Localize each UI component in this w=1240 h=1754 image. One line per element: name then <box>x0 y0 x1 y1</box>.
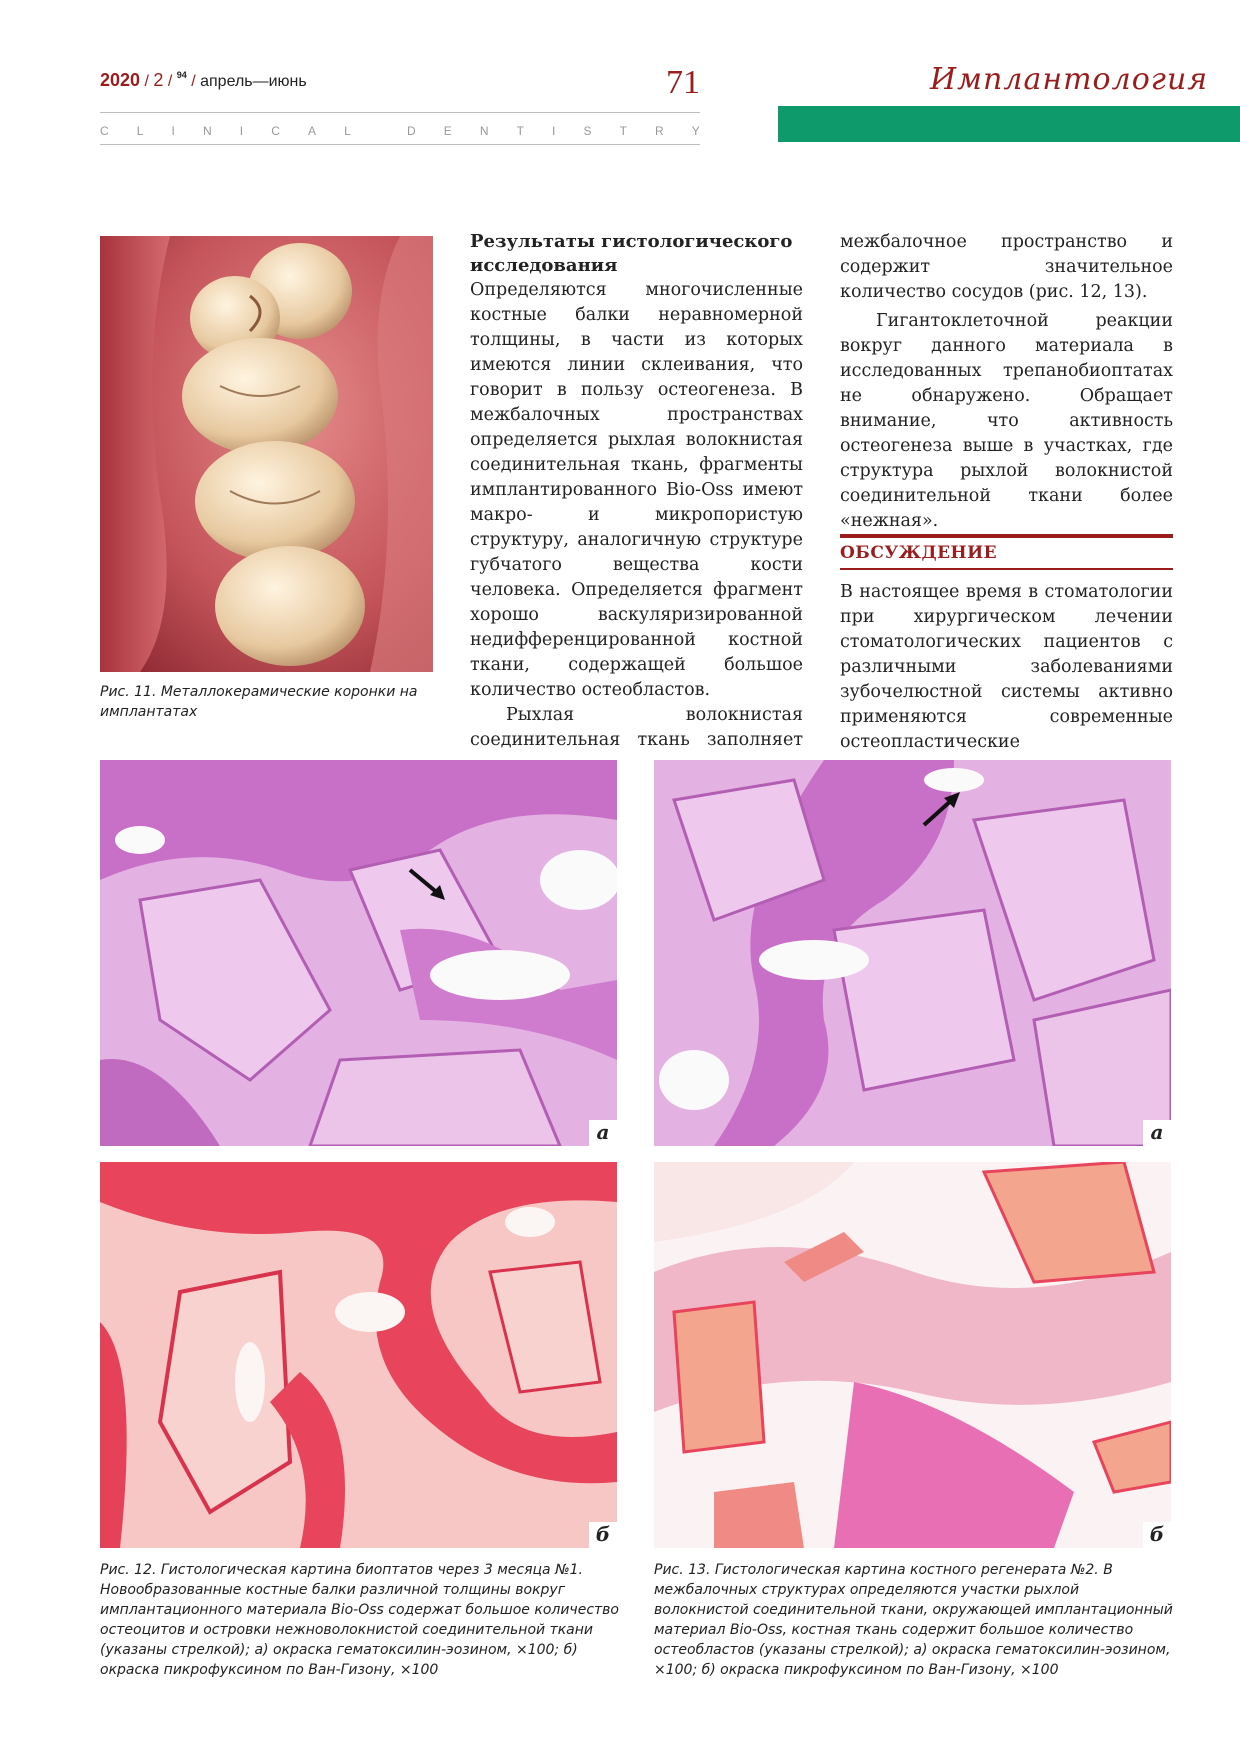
results-paragraph-1: Определяются многочисленные костные балки неравномерной толщины, в части из которых имеются линии склеивания, что говорит в пользу остеогенеза. В межбалочных пространствах определяется рыхлая волокнистая соединительная ткань, фрагменты имплантированного Bio-Oss имеют макро- и микропористую структуру, аналогичную структуре губчатого вещества кости человека. Определяется фрагмент хорошо васкуляризированной недифференцированной костной ткани, содержащей большое количество остеобластов. <box>470 280 803 700</box>
section-title: Имплантология <box>930 62 1209 97</box>
figure13b-label: б <box>1143 1522 1171 1548</box>
discussion-heading: ОБСУЖДЕНИЕ <box>840 543 998 563</box>
journal-letter: R <box>655 124 664 138</box>
journal-letter: L <box>136 124 144 138</box>
figure12b-label: б <box>589 1522 617 1548</box>
journal-name <box>100 124 700 138</box>
journal-letter: D <box>406 124 416 138</box>
figure13a-micrograph <box>654 760 1171 1146</box>
figure12a-label: а <box>589 1120 617 1146</box>
issue-sup: 94 <box>176 70 187 80</box>
journal-letter: I <box>171 124 175 138</box>
journal-letter: L <box>344 124 351 138</box>
results-heading: Результаты гистологического исследования <box>470 231 793 276</box>
issue-months: апрель—июнь <box>200 73 307 90</box>
header-rule-bottom <box>100 144 700 145</box>
figure13b-micrograph <box>654 1162 1171 1548</box>
column3-paragraph-1: межбалочное пространство и содержит значительное количество сосудов (рис. 12, 13). <box>840 232 1173 302</box>
journal-letter: E <box>443 124 452 138</box>
issue-year: 2020 <box>100 70 141 90</box>
discussion-column <box>840 580 1173 755</box>
column3-paragraph-2: Гигантоклеточной реакции вокруг данного материала в исследованных трепанобиоптатах не обнаружено. Обращает внимание, что активность остеогенеза выше в участках, где структура рыхлой волокнистой соединительной ткани более «нежная». <box>840 311 1173 531</box>
figure11-photo <box>100 236 433 672</box>
section-color-bar <box>778 106 1240 142</box>
journal-letter: C <box>100 124 109 138</box>
issue-info: 2020 / 2 / $^{94}$ / апрель—июнь <box>100 70 307 90</box>
journal-letter: C <box>271 124 280 138</box>
journal-letter: S <box>583 124 592 138</box>
article-column-2 <box>470 230 803 778</box>
journal-letter: T <box>516 124 524 138</box>
figure13-caption: Рис. 13. Гистологическая картина костного регенерата №2. В межбалочных структурах определяются участки рыхлой волокнистой соединительной ткани, окружающей имплантационный материал Bio-Oss, костная ткань содержит большое количество остеобластов (указаны стрелкой); а) окраска гематоксилин-эозином, ×100; б) окраска пикрофуксином по Ван-Гизону, ×100 <box>654 1562 1173 1678</box>
journal-letter: N <box>479 124 489 138</box>
discussion-rule-top <box>840 534 1173 538</box>
journal-letter: I <box>552 124 556 138</box>
results-paragraph-2: Рыхлая волокнистая соединительная ткань заполняет <box>470 705 803 750</box>
journal-letter: T <box>619 124 627 138</box>
article-column-3 <box>840 230 1173 534</box>
figure13a-label: а <box>1143 1120 1171 1146</box>
figure12b-micrograph <box>100 1162 617 1548</box>
journal-letter: I <box>239 124 244 138</box>
figure11-caption: Рис. 11. Металлокерамические коронки на имплантатах <box>100 684 418 720</box>
issue-number: 2 <box>153 70 164 90</box>
figure12-caption: Рис. 12. Гистологическая картина биоптатов через 3 месяца №1. Новообразованные костные балки различной толщины вокруг имплантационного материала Bio-Oss содержат большое количество остеоцитов и островки нежноволокнистой соединительной ткани (указаны стрелкой); а) окраска гематоксилин-эозином, ×100; б) окраска пикрофуксином по Ван-Гизону, ×100 <box>100 1562 619 1678</box>
page-number: 71 <box>666 64 700 101</box>
journal-letter: N <box>202 124 212 138</box>
figure12a-micrograph <box>100 760 617 1146</box>
header-rule-top <box>100 112 700 113</box>
discussion-rule-bottom <box>840 568 1173 570</box>
discussion-paragraph-1: В настоящее время в стоматологии при хирургическом лечении стоматологических пациентов с различными заболеваниями зубочелюстной системы активно применяются современные остеопластические <box>840 582 1173 752</box>
journal-letter: A <box>307 124 316 138</box>
journal-letter: Y <box>691 124 700 138</box>
